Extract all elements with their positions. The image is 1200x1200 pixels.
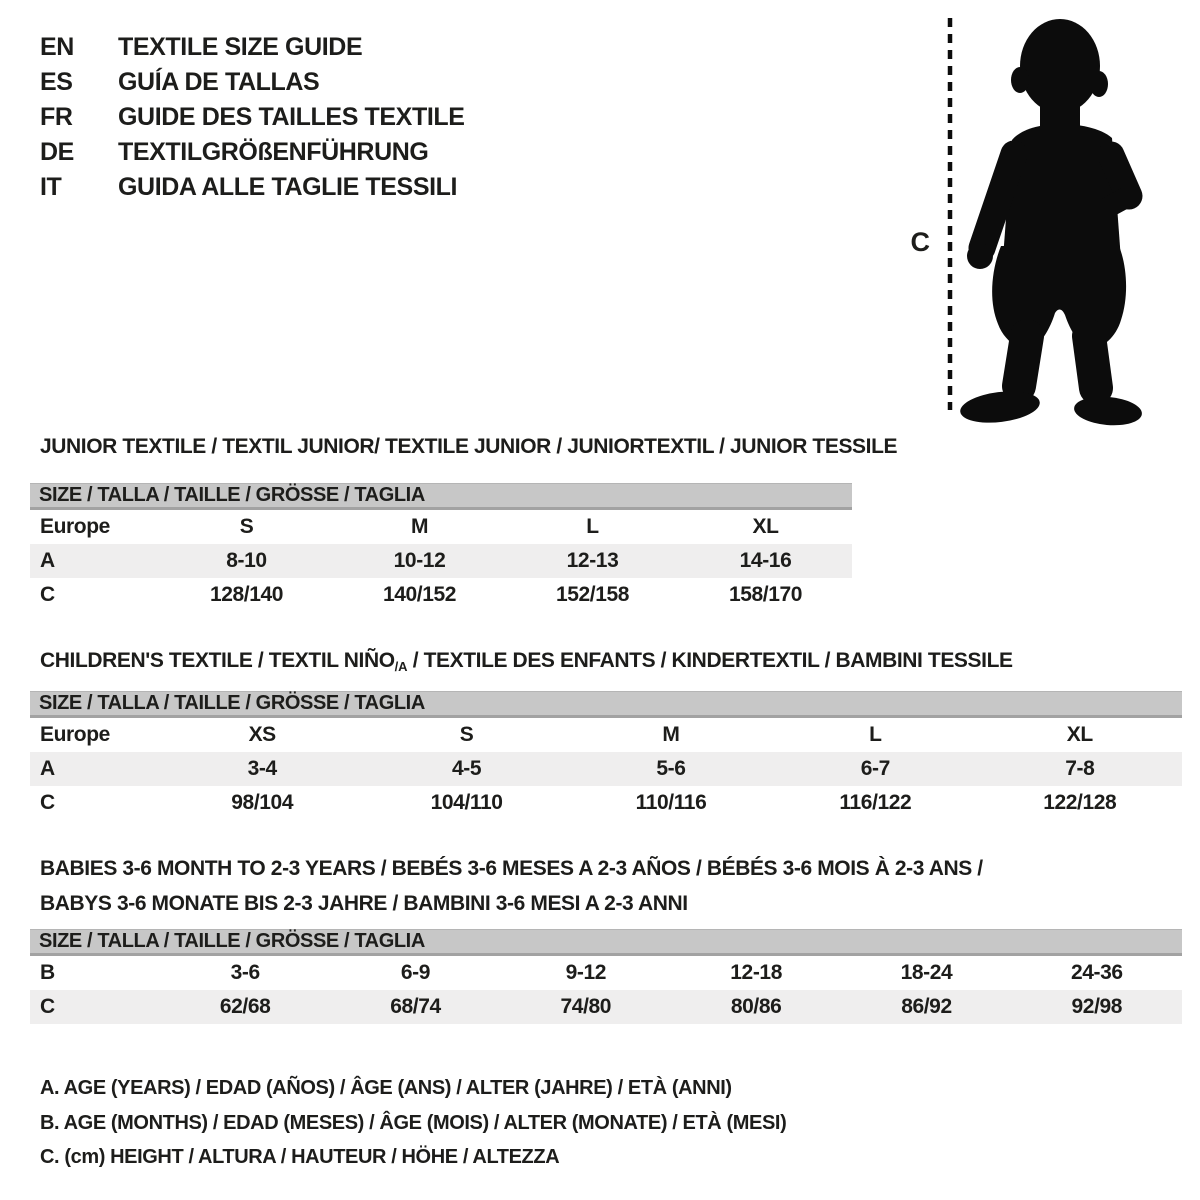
- children-table: [30, 718, 1182, 820]
- children-title-post: / TEXTILE DES ENFANTS / KINDERTEXTIL / BAMBINI TESSILE: [407, 649, 1013, 672]
- size-cell: 140/152: [382, 583, 457, 606]
- size-cell: 8-10: [160, 544, 333, 578]
- children-title-pre: CHILDREN'S TEXTILE / TEXTIL NIÑO: [40, 649, 395, 672]
- size-cell: 24-36: [1070, 961, 1123, 984]
- size-header-band: SIZE / TALLA / TAILLE / GRÖSSE / TAGLIA: [30, 929, 1182, 956]
- lang-code: ES: [40, 68, 73, 96]
- size-cell: 62/68: [160, 990, 330, 1024]
- row-label: C: [40, 583, 55, 606]
- size-cell: 5-6: [569, 752, 773, 786]
- size-cell: 3-4: [160, 752, 364, 786]
- size-cell: 6-9: [400, 961, 431, 984]
- size-cell: 74/80: [501, 990, 671, 1024]
- size-cell: 86/92: [841, 990, 1011, 1024]
- size-cell: 128/140: [209, 583, 284, 606]
- size-cell: 152/158: [555, 583, 630, 606]
- size-header-band: SIZE / TALLA / TAILLE / GRÖSSE / TAGLIA: [30, 691, 1182, 718]
- size-cell: XS: [248, 723, 276, 746]
- size-cell: M: [662, 723, 680, 746]
- size-cell: 104/110: [430, 791, 503, 814]
- size-cell: S: [239, 515, 254, 538]
- row-label: A: [30, 752, 160, 786]
- lang-code: DE: [40, 138, 74, 166]
- size-cell: 80/86: [671, 990, 841, 1024]
- size-cell: XL: [752, 515, 779, 538]
- babies-size-table: [30, 929, 1182, 1024]
- size-cell: 92/98: [1012, 990, 1182, 1024]
- size-cell: 98/104: [231, 791, 294, 814]
- babies-title-line1: BABIES 3-6 MONTH TO 2-3 YEARS / BEBÉS 3-6 MESES A 2-3 AÑOS / BÉBÉS 3-6 MOIS À 2-3 ANS /: [40, 857, 983, 880]
- size-cell: 18-24: [900, 961, 953, 984]
- table-row: [30, 718, 1182, 752]
- junior-section-title: JUNIOR TEXTILE / TEXTIL JUNIOR/ TEXTILE JUNIOR / JUNIORTEXTIL / JUNIOR TESSILE: [40, 435, 898, 458]
- lang-code: EN: [40, 33, 74, 61]
- size-cell: 122/128: [1043, 791, 1117, 814]
- lang-title: TEXTILGRÖßENFÜHRUNG: [118, 138, 429, 166]
- size-cell: 12-18: [730, 961, 782, 984]
- lang-title: GUIDE DES TAILLES TEXTILE: [118, 103, 465, 131]
- row-label: C: [40, 791, 55, 814]
- lang-code: FR: [40, 103, 73, 131]
- table-row: [30, 510, 852, 544]
- size-cell: 3-6: [230, 961, 260, 984]
- lang-row-fr: [40, 100, 465, 135]
- lang-title: TEXTILE SIZE GUIDE: [118, 33, 363, 61]
- row-label: A: [30, 544, 160, 578]
- table-row: [30, 578, 852, 612]
- lang-row-it: [40, 170, 465, 205]
- size-cell: 7-8: [978, 752, 1182, 786]
- size-cell: 158/170: [728, 583, 803, 606]
- size-cell: S: [459, 723, 474, 746]
- size-cell: XL: [1066, 723, 1093, 746]
- size-cell: 68/74: [330, 990, 500, 1024]
- size-cell: 12-13: [506, 544, 679, 578]
- size-cell: 116/122: [839, 791, 912, 814]
- row-label: B: [40, 961, 55, 984]
- table-row: [30, 752, 1182, 786]
- babies-title-line2: BABYS 3-6 MONATE BIS 2-3 JAHRE / BAMBINI 3-6 MESI A 2-3 ANNI: [40, 892, 688, 915]
- measure-label-c: C: [910, 227, 930, 257]
- size-header-band: SIZE / TALLA / TAILLE / GRÖSSE / TAGLIA: [30, 483, 852, 510]
- lang-code: IT: [40, 173, 62, 201]
- size-cell: 9-12: [565, 961, 607, 984]
- legend-line-a: A. AGE (YEARS) / EDAD (AÑOS) / ÂGE (ANS) / ALTER (JAHRE) / ETÀ (ANNI): [40, 1077, 732, 1099]
- row-label: Europe: [40, 515, 110, 538]
- lang-title: GUIDA ALLE TAGLIE TESSILI: [118, 173, 458, 201]
- legend: [40, 1071, 786, 1175]
- lang-row-de: [40, 135, 465, 170]
- legend-line-b: B. AGE (MONTHS) / EDAD (MESES) / ÂGE (MOIS) / ALTER (MONATE) / ETÀ (MESI): [40, 1111, 787, 1134]
- junior-size-table: [30, 483, 852, 612]
- size-cell: 6-7: [773, 752, 977, 786]
- table-row: [30, 786, 1182, 820]
- table-row: [30, 956, 1182, 990]
- junior-table: [30, 510, 852, 612]
- size-cell: 14-16: [679, 544, 852, 578]
- children-size-table: [30, 691, 1182, 820]
- lang-row-es: [40, 65, 465, 100]
- babies-section-title: [40, 851, 983, 921]
- size-cell: 110/116: [635, 791, 707, 814]
- toddler-silhouette-icon: [958, 19, 1143, 428]
- size-cell: 10-12: [333, 544, 506, 578]
- children-section-title: [40, 648, 1013, 680]
- size-figure: [900, 8, 1160, 428]
- size-cell: L: [869, 723, 882, 746]
- table-row: [30, 990, 1182, 1024]
- lang-title: GUÍA DE TALLAS: [118, 68, 320, 96]
- table-row: [30, 544, 852, 578]
- size-cell: L: [586, 515, 599, 538]
- lang-row-en: [40, 30, 465, 65]
- language-header: [40, 30, 465, 205]
- size-cell: 4-5: [364, 752, 568, 786]
- row-label: Europe: [40, 723, 110, 746]
- size-cell: M: [410, 515, 429, 538]
- legend-line-c: C. (cm) HEIGHT / ALTURA / HAUTEUR / HÖHE / ALTEZZA: [40, 1146, 560, 1168]
- babies-table: [30, 956, 1182, 1024]
- row-label: C: [30, 990, 160, 1024]
- children-title-sub: /A: [394, 659, 408, 674]
